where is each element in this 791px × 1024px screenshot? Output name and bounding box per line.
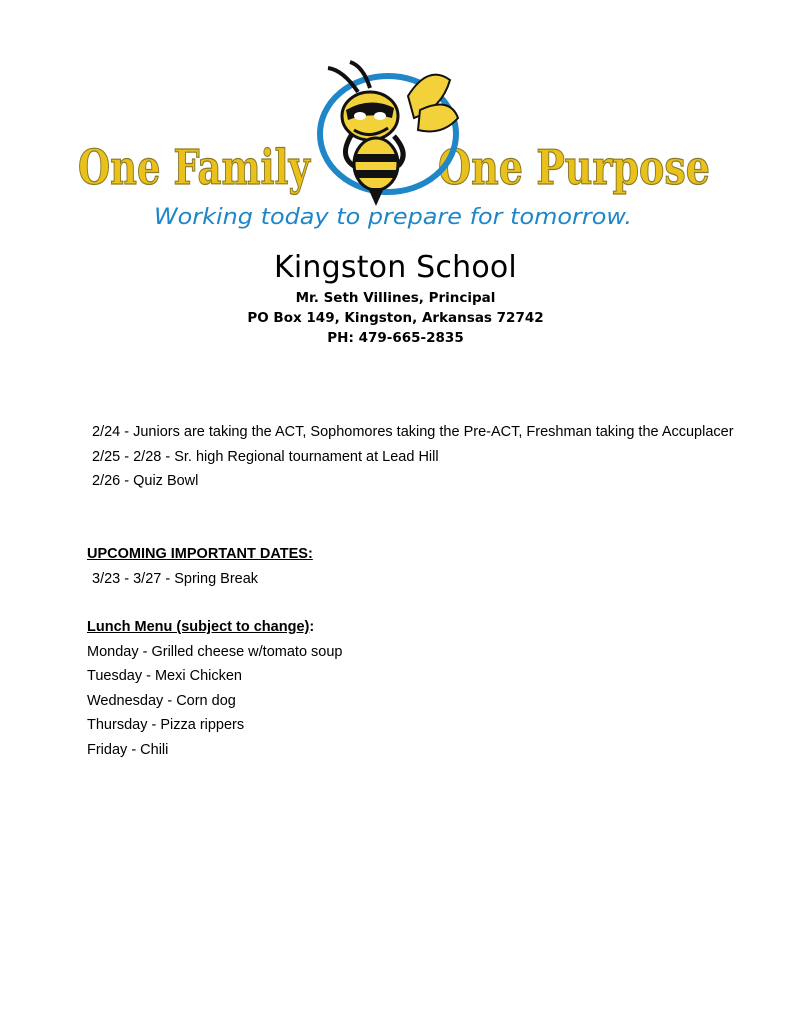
banner-right-text: One Purpose [438, 140, 710, 196]
event-item: 2/24 - Juniors are taking the ACT, Sophomores taking the Pre-ACT, Freshman taking the Accuplacer [92, 424, 734, 440]
upcoming-dates-heading: UPCOMING IMPORTANT DATES: [87, 546, 313, 562]
banner-left-text: One Family [78, 140, 312, 196]
school-address: PO Box 149, Kingston, Arkansas 72742 [247, 310, 544, 326]
school-header [0, 248, 791, 348]
events-list [92, 420, 772, 494]
lunch-menu-heading: Lunch Menu (subject to change) [87, 619, 310, 635]
event-item: 2/26 - Quiz Bowl [92, 473, 199, 489]
lunch-menu-heading-row [87, 615, 767, 640]
lunch-menu-item: Wednesday - Corn dog [87, 692, 236, 709]
school-name: Kingston School [274, 250, 517, 285]
lunch-menu-heading-colon: : [309, 619, 315, 635]
upcoming-dates-section [87, 542, 767, 591]
school-banner [58, 56, 734, 232]
principal-name: Mr. Seth Villines, Principal [295, 290, 496, 306]
banner-tagline: Working today to prepare for tomorrow. [154, 205, 632, 230]
lunch-menu-section [87, 615, 767, 762]
event-item: 2/25 - 2/28 - Sr. high Regional tournament at Lead Hill [92, 448, 439, 465]
lunch-menu-item: Thursday - Pizza rippers [87, 717, 245, 733]
lunch-menu-item: Monday - Grilled cheese w/tomato soup [87, 643, 343, 660]
lunch-menu-item: Tuesday - Mexi Chicken [87, 668, 242, 684]
upcoming-date-item: 3/23 - 3/27 - Spring Break [92, 570, 259, 587]
lunch-menu-item: Friday - Chili [87, 741, 169, 758]
school-phone: PH: 479-665-2835 [327, 330, 464, 346]
banner-graphic [58, 56, 734, 232]
